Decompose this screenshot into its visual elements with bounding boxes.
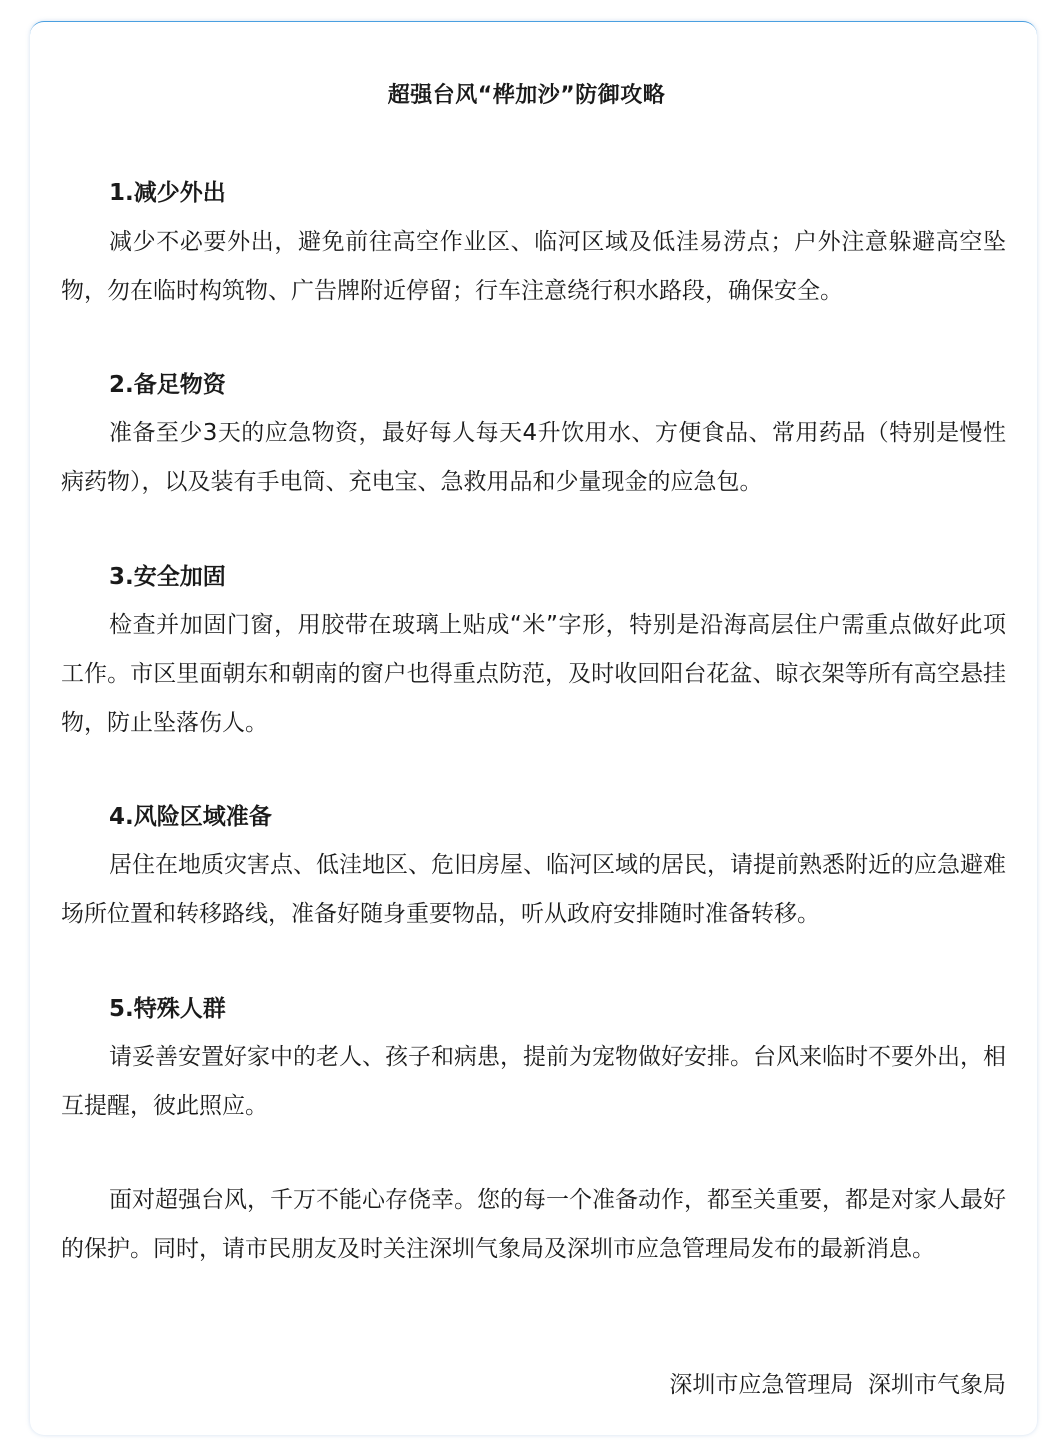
section-heading-risk-areas: 4.风险区域准备 (109, 804, 272, 830)
section-heading-reinforcement: 3.安全加固 (109, 564, 226, 590)
section-text-special-groups: 请妥善安置好家中的老人、孩子和病患，提前为宠物做好安排。台风来临时不要外出，相互提醒，彼此照应。 (61, 1044, 1006, 1119)
section-text-reinforcement: 检查并加固门窗，用胶带在玻璃上贴成“米”字形，特别是沿海高层住户需重点做好此项工作。市区里面朝东和朝南的窗户也得重点防范，及时收回阳台花盆、晾衣架等所有高空悬挂物，防止坠落伤人。 (61, 612, 1006, 736)
section-heading-supplies: 2.备足物资 (109, 372, 226, 398)
section-text-reduce-outings: 减少不必要外出，避免前往高空作业区、临河区域及低洼易涝点；户外注意躲避高空坠物，勿在临时构筑物、广告牌附近停留；行车注意绕行积水路段，确保安全。 (61, 229, 1006, 304)
closing-paragraph: 面对超强台风，千万不能心存侥幸。您的每一个准备动作，都至关重要，都是对家人最好的保护。同时，请市民朋友及时关注深圳气象局及深圳市应急管理局发布的最新消息。 (61, 1187, 1006, 1262)
section-heading-special-groups: 5.特殊人群 (109, 996, 226, 1022)
signature: 深圳市应急管理局 深圳市气象局 (669, 1372, 1006, 1398)
article-title: 超强台风“桦加沙”防御攻略 (387, 83, 666, 108)
section-heading-reduce-outings: 1.减少外出 (109, 180, 226, 206)
section-text-supplies: 准备至少3天的应急物资，最好每人每天4升饮用水、方便食品、常用药品（特别是慢性病药物），以及装有手电筒、充电宝、急救用品和少量现金的应急包。 (61, 420, 1006, 495)
section-text-risk-areas: 居住在地质灾害点、低洼地区、危旧房屋、临河区域的居民，请提前熟悉附近的应急避难场所位置和转移路线，准备好随身重要物品，听从政府安排随时准备转移。 (61, 852, 1006, 927)
